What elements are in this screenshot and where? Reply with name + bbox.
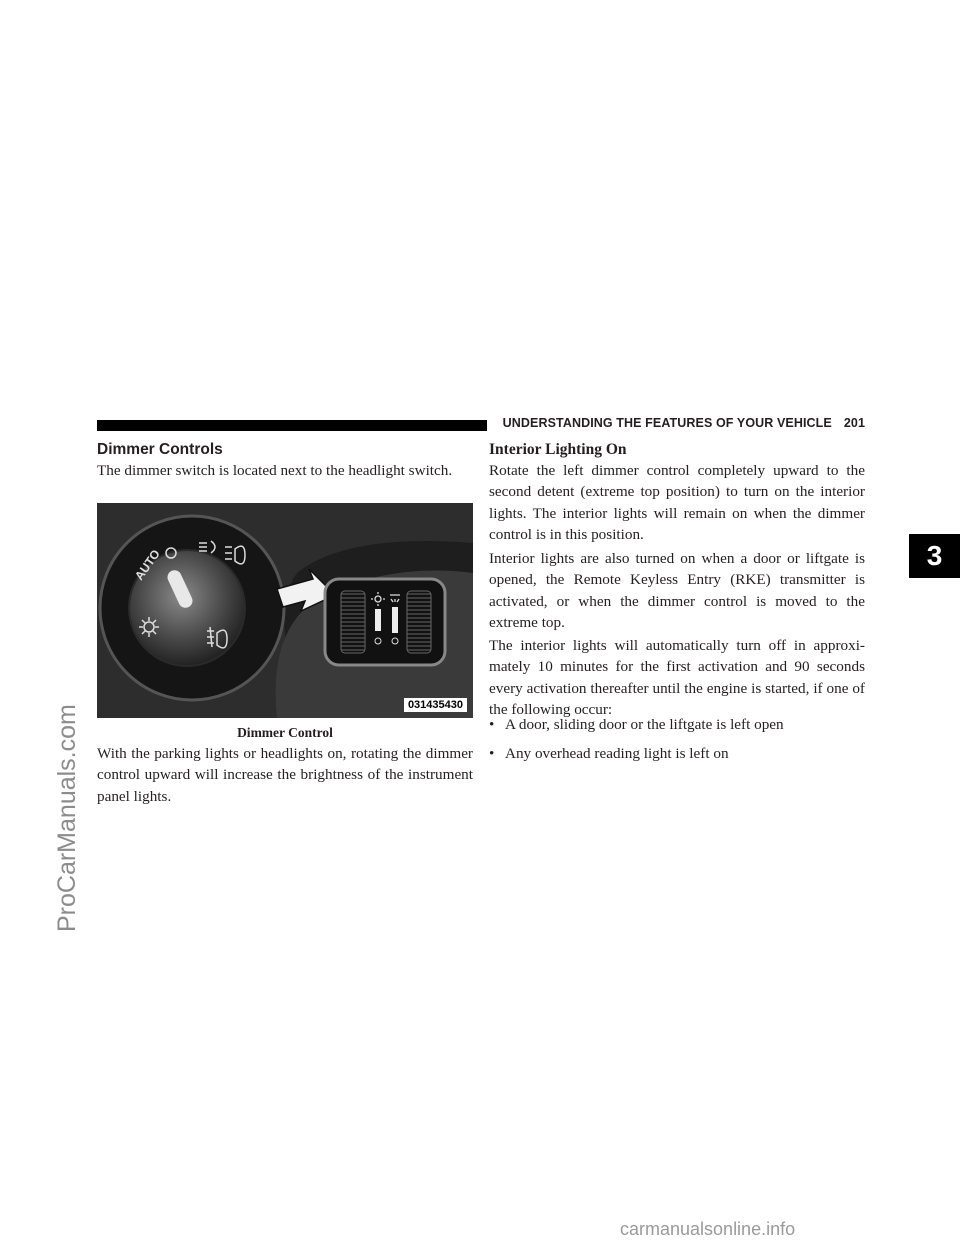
figure-caption: Dimmer Control <box>237 725 333 740</box>
running-header <box>497 416 865 430</box>
list-item <box>489 714 784 735</box>
dimmer-bar-left <box>375 609 381 631</box>
bullet-symbol: • <box>489 745 495 762</box>
section-title: UNDERSTANDING THE FEATURES OF YOUR VEHICLE <box>502 416 832 430</box>
dimmer-control-figure <box>97 503 473 718</box>
interior-paragraph-1: Rotate the left dimmer control completely upward to the second detent (extreme top position) to turn on the interior lights. The interior lights will remain on when the dimmer control is in this position. <box>489 462 865 544</box>
side-watermark: ProCarManuals.com <box>53 704 81 932</box>
interior-paragraph-3: The interior lights will automatically turn off in approxi- mately 10 minutes for the first activation and 90 seconds every activation thereafter until the engine is started, if one of the following occur: <box>489 637 865 719</box>
bottom-watermark: carmanualsonline.info <box>620 1219 796 1239</box>
dimmer-control-illustration <box>97 503 473 718</box>
bullet-text: A door, sliding door or the liftgate is left open <box>505 716 784 733</box>
figure-code: 031435430 <box>404 698 467 712</box>
after-figure-paragraph: With the parking lights or headlights on, rotating the dimmer control upward will increase the brightness of the instrument panel lights. <box>97 745 473 805</box>
dimmer-controls-heading: Dimmer Controls <box>97 441 223 458</box>
auto-label: AUTO <box>131 547 163 583</box>
interior-paragraph-2: Interior lights are also turned on when a door or liftgate is opened, the Remote Keyless Entry (RKE) transmitter is activated, or when the dimmer control is moved to the extreme top. <box>489 550 865 632</box>
page-number: 201 <box>843 416 865 430</box>
dimmer-intro-paragraph: The dimmer switch is located next to the headlight switch. <box>97 462 453 479</box>
left-dimmer-wheel <box>341 591 365 653</box>
header-rule <box>97 420 487 431</box>
list-item <box>489 743 729 764</box>
bullet-symbol: • <box>489 716 495 733</box>
interior-lighting-heading: Interior Lighting On <box>489 441 627 458</box>
dimmer-bar-right <box>392 607 398 633</box>
section-tab: 3 <box>909 534 960 578</box>
right-dimmer-wheel <box>407 591 431 653</box>
bullet-text: Any overhead reading light is left on <box>505 745 729 762</box>
